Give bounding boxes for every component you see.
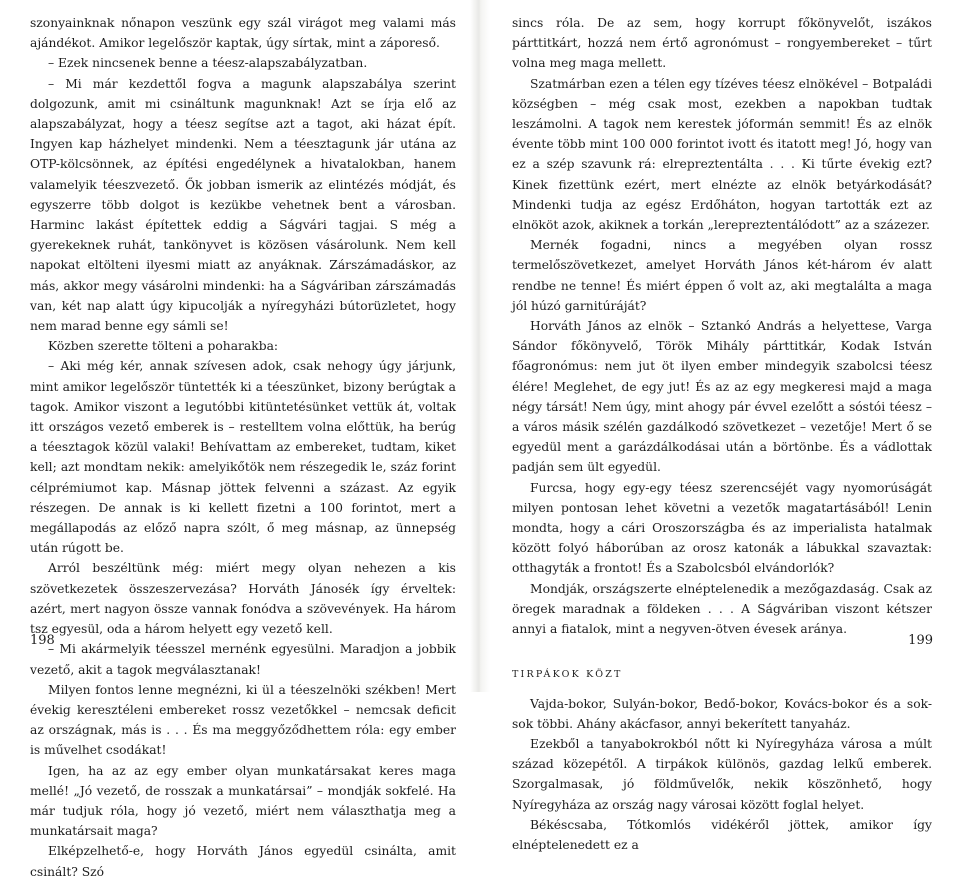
- paragraph: – Mi akármelyik téesszel mernénk egyesülni. Maradjon a jobbik vezető, akit a tagok megválasztanak!: [30, 642, 456, 677]
- right-page-text: [512, 13, 932, 855]
- paragraph: Arról beszéltünk még: miért megy olyan nehezen a kis szövetkezetek összeszervezása? Horváth Jánosék így érveltek: azért, mert nagyon össze vannak fonódva a szövevények. Ha három tsz egyesül, oda a három helyett egy vezető kell.: [30, 561, 456, 637]
- paragraph: szonyainknak nőnapon veszünk egy szál virágot meg valami más ajándékot. Amikor legelőször kaptak, úgy sírtak, mint a záporeső.: [30, 16, 456, 51]
- page-number: 198: [30, 633, 55, 648]
- page-number: 199: [908, 633, 933, 648]
- paragraph: Közben szerette tölteni a poharakba:: [48, 339, 279, 354]
- paragraph: Békéscsaba, Tótkomlós vidékéről jöttek, amikor így elnéptelenedett ez a: [512, 817, 932, 852]
- section-heading: TIRPÁKOK KÖZT: [512, 669, 623, 681]
- paragraph: Igen, ha az az egy ember olyan munkatársakat keres maga mellé! „Jó vezető, de rosszak a munkatársai” – mondják sokfelé. Ha már tudjuk róla, hogy jó vezető, miért nem választhatja meg a munkatársait maga?: [30, 763, 456, 839]
- paragraph: – Mi már kezdettől fogva a magunk alapszabálya szerint dolgozunk, amit mi csináltunk magunknak! Azt se írja elő az alapszabályzat, hogy a téesz segítse azt a tagot, aki házat épít. Ingyen kap házhelyet mindenki. Nem a téesztagunk jár utána az OTP-kölcsönnek, az építési engedélynek a hivatalokban, hanem valamelyik téeszvezető. Ők jobban ismerik az elintézés módját, és egyszerre több dolgot is kezükbe vehetnek bent a városban. Harminc lakást építettek eddig a Ságvári tagjai. S még a gyerekeknek ruhát, tankönyvet is közösen vásárolunk. Nem kell napokat eltölteni ilyesmi miatt az anyáknak. Zárszámadáskor, az más, akkor megy vásárolni mindenki: ha a Ságváriban zárszámadás van, két nap alatt úgy kipucolják a nyíregyházi bútorüzletet, hogy nem marad benne egy sámli se!: [30, 76, 456, 334]
- paragraph: Milyen fontos lenne megnézni, ki ül a téeszelnöki székben! Mert évekig keresztéleni embereket rossz vezetőkkel – nemcsak deficit az országnak, más is . . . És ma meggyőződhettem róla: egy ember is művelhet csodákat!: [30, 682, 456, 758]
- paragraph: Mernék fogadni, nincs a megyében olyan rossz termelőszövetkezet, amelyet Horváth János két-három év alatt rendbe ne tenne! És miért éppen ő volt az, aki megtalálta a maga jól húzó garnitúráját?: [512, 238, 932, 313]
- paragraph: Vajda-bokor, Sulyán-bokor, Bedő-bokor, Kovács-bokor és a sok-sok többi. Ahány akácfasor, annyi bekerített tanyaház.: [512, 696, 932, 731]
- paragraph: – Ezek nincsenek benne a téesz-alapszabályzatban.: [48, 56, 368, 71]
- left-page-text: [30, 13, 456, 882]
- paragraph: Furcsa, hogy egy-egy téesz szerencséjét vagy nyomorúságát milyen pontosan lehet követni a vezetők magatartásából! Lenin mondta, hogy a cári Oroszországba és az imperialista hatalmak között folyó háborúban az orosz katonák a lábukkal szavaztak: otthagyták a frontot! És a Szabolcsból elvándorlók?: [512, 480, 932, 576]
- paragraph: Elképzelhető-e, hogy Horváth János egyedül csinálta, amit csinált? Szó: [30, 844, 456, 879]
- paragraph: Mondják, országszerte elnéptelenedik a mezőgazdaság. Csak az öregek maradnak a földeken . . . A Ságváriban viszont kétszer annyi a fiatalok, mint a negyven-ötven évesek aránya.: [512, 581, 932, 637]
- paragraph: – Aki még kér, annak szívesen adok, csak nehogy úgy járjunk, mint amikor legelőször tüntették ki a téeszünket, bizony berúgtak a tagok. Amikor viszont a legutóbbi kitüntetésünket vettük át, voltak itt országos vezető emberek is – restelltem volna előttük, ha berúg a téesztagok közül valaki! Behívattam az embereket, tudtam, kiket kell; azt mondtam nekik: amelyikőtök nem részegedik le, száz forint célprémiumot kap. Másnap jöttek felvenni a százast. Az egyik részegen. De annak is ki kellett fizetni a 100 forintot, mert a megállapodás az előző napra szólt, ő meg másnap, az ünnepség után rúgott be.: [30, 359, 456, 556]
- left-page: [0, 0, 470, 879]
- paragraph: Szatmárban ezen a télen egy tízéves téesz elnökével – Botpaládi községben – még csak most, ezekben a napokban tudtak leszámolni. A tagok nem kerestek jóformán semmit! És az elnök évente több mint 100 000 forintot ivott és itatott meg! Jó, hogy van ez a szép szavunk rá: elrepreztentálta . . . Ki tűrte évekig ezt? Kinek fizettünk ezért, mert elnézte az elnök betyárkodását? Mindenki tudja az egész Erdőháton, hogyan tartották ezt az elnököt azok, akiknek a torkán „lerepreztentálódott” az a százezer.: [512, 76, 932, 233]
- paragraph: Horváth János az elnök – Sztankó András a helyettese, Varga Sándor főkönyvelő, Török Mihály párttitkár, Kodak István főagronómus: nem jut öt ilyen ember mindegyik szabolcsi téesz élére! Meglehet, de egy jut! És az az egy megkeresi majd a maga négy társát! Nem úgy, mint ahogy pár évvel ezelőtt a sóstói téesz – a város másik szélén gazdálkodó szövetkezet – vezetője! Mert ő se egyedül ment a garázdálkodásai után a börtönbe. És a vádlottak padján sem ült egyedül.: [512, 319, 932, 475]
- book-gutter: [470, 0, 490, 692]
- right-page: [490, 0, 960, 852]
- paragraph: Ezekből a tanyabokrokból nőtt ki Nyíregyháza városa a múlt század közepétől. A tirpákok különös, gazdag lelkű emberek. Szorgalmasak, jó földművelők, nekik köszönhető, hogy Nyíregyháza az ország nagy városai között foglal helyet.: [512, 736, 932, 812]
- paragraph: sincs róla. De az sem, hogy korrupt főkönyvelőt, iszákos párttitkárt, hozzá nem értő agronómust – rongyembereket – tűrt volna meg maga mellett.: [512, 16, 932, 71]
